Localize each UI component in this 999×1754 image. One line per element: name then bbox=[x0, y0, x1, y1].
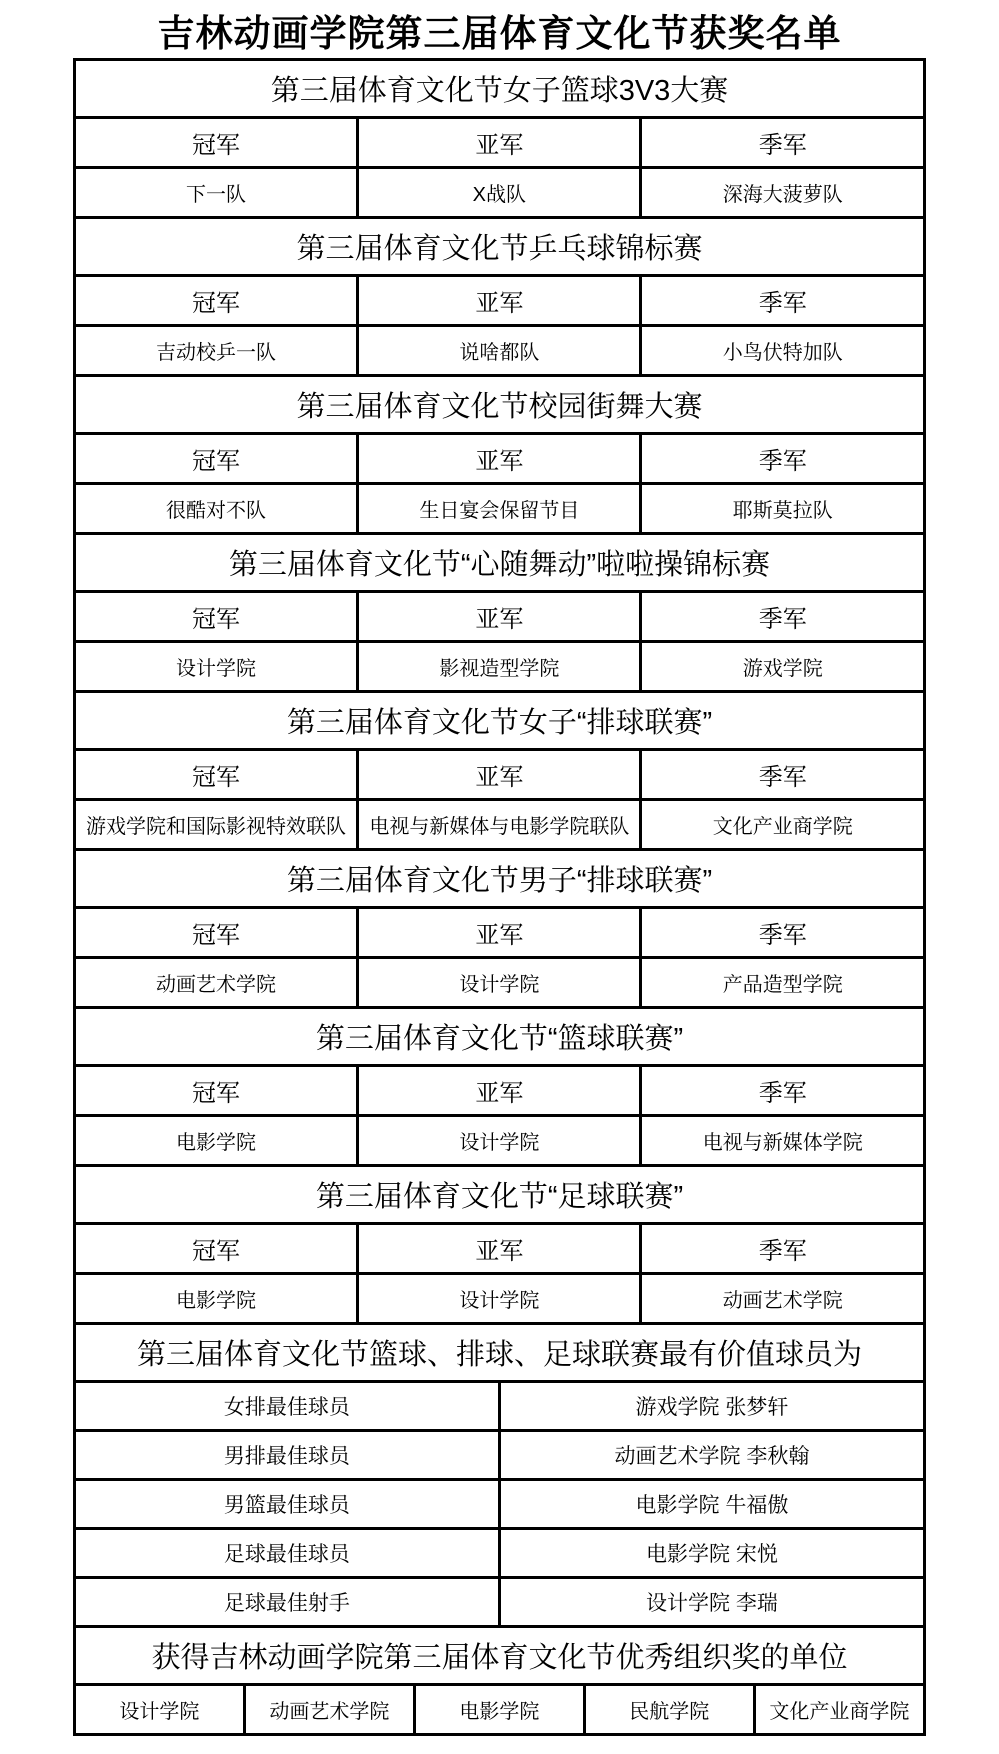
rank-header-cell: 冠军 bbox=[74, 750, 357, 800]
winner-cell: X战队 bbox=[358, 168, 641, 218]
winner-cell: 电视与新媒体与电影学院联队 bbox=[358, 800, 641, 850]
rank-header-cell: 季军 bbox=[641, 276, 925, 326]
rank-header-cell: 亚军 bbox=[358, 1066, 641, 1116]
rank-header-cell: 亚军 bbox=[358, 118, 641, 168]
mvp-recipient-cell: 电影学院 牛福傲 bbox=[499, 1480, 924, 1529]
mvp-section-title: 第三届体育文化节篮球、排球、足球联赛最有价值球员为 bbox=[74, 1324, 924, 1382]
mvp-award-cell: 足球最佳射手 bbox=[74, 1578, 499, 1627]
winner-cell: 文化产业商学院 bbox=[641, 800, 925, 850]
winner-cell: 很酷对不队 bbox=[74, 484, 357, 534]
winner-cell: 设计学院 bbox=[358, 1116, 641, 1166]
org-unit-cell: 动画艺术学院 bbox=[244, 1685, 414, 1735]
rank-header-cell: 冠军 bbox=[74, 1066, 357, 1116]
winner-cell: 动画艺术学院 bbox=[641, 1274, 925, 1324]
winner-cell: 耶斯莫拉队 bbox=[641, 484, 925, 534]
rank-header-cell: 亚军 bbox=[358, 908, 641, 958]
section-title: 第三届体育文化节“足球联赛” bbox=[74, 1166, 924, 1224]
rank-header-cell: 冠军 bbox=[74, 434, 357, 484]
section-title: 第三届体育文化节乒乓球锦标赛 bbox=[74, 218, 924, 276]
rank-header-cell: 冠军 bbox=[74, 592, 357, 642]
mvp-recipient-cell: 动画艺术学院 李秋翰 bbox=[499, 1431, 924, 1480]
winner-cell: 游戏学院和国际影视特效联队 bbox=[74, 800, 357, 850]
winner-cell: 影视造型学院 bbox=[358, 642, 641, 692]
mvp-recipient-cell: 电影学院 宋悦 bbox=[499, 1529, 924, 1578]
rank-header-cell: 冠军 bbox=[74, 1224, 357, 1274]
rank-header-cell: 冠军 bbox=[74, 276, 357, 326]
org-section-title: 获得吉林动画学院第三届体育文化节优秀组织奖的单位 bbox=[74, 1627, 924, 1685]
rank-header-cell: 季军 bbox=[641, 592, 925, 642]
rank-header-cell: 季军 bbox=[641, 1066, 925, 1116]
rank-header-cell: 季军 bbox=[641, 1224, 925, 1274]
winner-cell: 电视与新媒体学院 bbox=[641, 1116, 925, 1166]
winner-cell: 说啥都队 bbox=[358, 326, 641, 376]
mvp-award-cell: 男篮最佳球员 bbox=[74, 1480, 499, 1529]
winner-cell: 产品造型学院 bbox=[641, 958, 925, 1008]
winner-cell: 设计学院 bbox=[358, 1274, 641, 1324]
winner-cell: 小鸟伏特加队 bbox=[641, 326, 925, 376]
rank-header-cell: 亚军 bbox=[358, 434, 641, 484]
rank-header-cell: 亚军 bbox=[358, 276, 641, 326]
mvp-award-cell: 足球最佳球员 bbox=[74, 1529, 499, 1578]
winner-cell: 电影学院 bbox=[74, 1274, 357, 1324]
org-unit-cell: 文化产业商学院 bbox=[754, 1685, 924, 1735]
rank-header-cell: 季军 bbox=[641, 434, 925, 484]
org-unit-cell: 电影学院 bbox=[414, 1685, 584, 1735]
winner-cell: 深海大菠萝队 bbox=[641, 168, 925, 218]
section-title: 第三届体育文化节“篮球联赛” bbox=[74, 1008, 924, 1066]
section-title: 第三届体育文化节女子“排球联赛” bbox=[74, 692, 924, 750]
rank-header-cell: 季军 bbox=[641, 118, 925, 168]
mvp-recipient-cell: 游戏学院 张梦轩 bbox=[499, 1382, 924, 1431]
mvp-recipient-cell: 设计学院 李瑞 bbox=[499, 1578, 924, 1627]
winner-cell: 生日宴会保留节目 bbox=[358, 484, 641, 534]
awards-table bbox=[73, 58, 926, 1736]
section-title: 第三届体育文化节校园街舞大赛 bbox=[74, 376, 924, 434]
org-unit-cell: 民航学院 bbox=[584, 1685, 754, 1735]
section-title: 第三届体育文化节“心随舞动”啦啦操锦标赛 bbox=[74, 534, 924, 592]
section-title: 第三届体育文化节男子“排球联赛” bbox=[74, 850, 924, 908]
org-unit-cell: 设计学院 bbox=[74, 1685, 244, 1735]
rank-header-cell: 季军 bbox=[641, 908, 925, 958]
rank-header-cell: 亚军 bbox=[358, 592, 641, 642]
winner-cell: 下一队 bbox=[74, 168, 357, 218]
winner-cell: 吉动校乒一队 bbox=[74, 326, 357, 376]
winner-cell: 设计学院 bbox=[74, 642, 357, 692]
rank-header-cell: 冠军 bbox=[74, 118, 357, 168]
rank-header-cell: 亚军 bbox=[358, 750, 641, 800]
page-title: 吉林动画学院第三届体育文化节获奖名单 bbox=[157, 13, 842, 54]
section-title: 第三届体育文化节女子篮球3V3大赛 bbox=[74, 60, 924, 118]
rank-header-cell: 季军 bbox=[641, 750, 925, 800]
mvp-award-cell: 女排最佳球员 bbox=[74, 1382, 499, 1431]
winner-cell: 电影学院 bbox=[74, 1116, 357, 1166]
rank-header-cell: 冠军 bbox=[74, 908, 357, 958]
winner-cell: 游戏学院 bbox=[641, 642, 925, 692]
mvp-award-cell: 男排最佳球员 bbox=[74, 1431, 499, 1480]
rank-header-cell: 亚军 bbox=[358, 1224, 641, 1274]
winner-cell: 设计学院 bbox=[358, 958, 641, 1008]
winner-cell: 动画艺术学院 bbox=[74, 958, 357, 1008]
